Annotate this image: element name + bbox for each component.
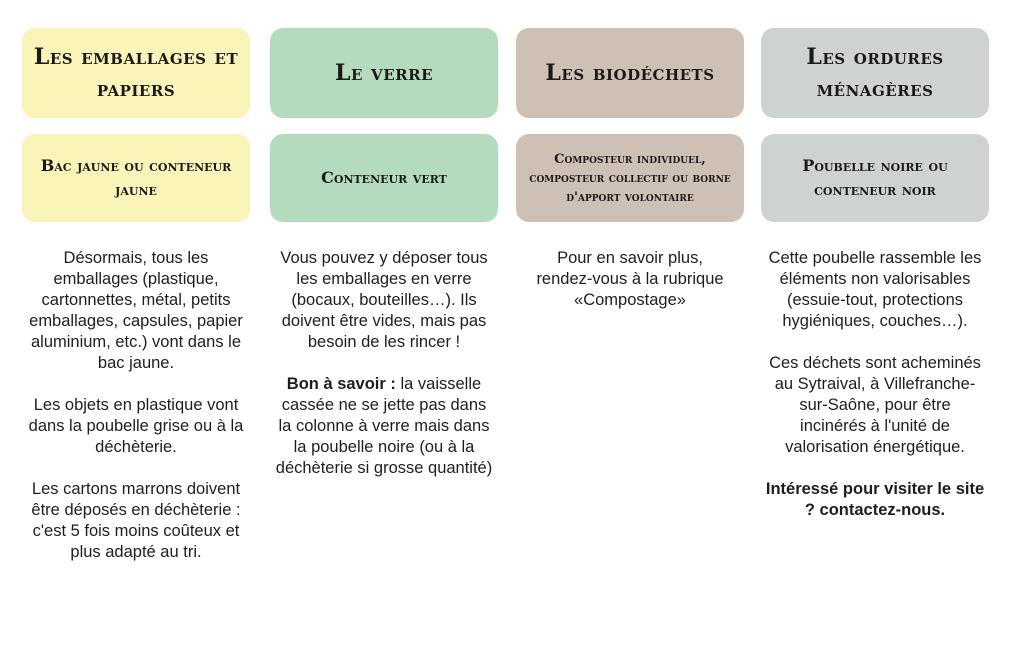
tip-label: Bon à savoir : [286, 375, 396, 393]
column-ordures [761, 28, 989, 542]
title-emballages: Les emballages et papiers [22, 28, 250, 118]
tip-text: la vaisselle cassée ne se jette pas dans la colonne à verre mais dans la poubelle noire (ou à la déchèterie si grosse quantité) [275, 375, 493, 477]
paragraph: Pour en savoir plus, rendez-vous à la rubrique «Compostage» [536, 249, 724, 309]
title-ordures: Les ordures ménagères [761, 28, 989, 118]
text-biodechets [516, 248, 744, 311]
paragraph: Les objets en plastique vont dans la poubelle grise ou à la déchèterie. [28, 396, 244, 456]
column-emballages [22, 28, 250, 584]
paragraph: Vous pouvez y déposer tous les emballages en verre (bocaux, bouteilles…). Ils doivent être vides, mais pas besoin de les rincer ! [280, 249, 488, 351]
contact-cta-text[interactable]: Intéressé pour visiter le site ? contactez-nous. [765, 480, 985, 519]
title-verre: Le verre [270, 28, 498, 118]
paragraph: Désormais, tous les emballages (plastique, cartonnettes, métal, petits emballages, capsules, papier aluminium, etc.) vont dans le bac jaune. [29, 249, 243, 372]
text-emballages [22, 248, 250, 563]
paragraph: Les cartons marrons doivent être déposés en déchèterie : c'est 5 fois moins coûteux et plus adapté au tri. [31, 480, 241, 561]
container-emballages: Bac jaune ou conteneur jaune [22, 134, 250, 222]
container-verre: Conteneur vert [270, 134, 498, 222]
column-biodechets [516, 28, 744, 332]
contact-cta[interactable] [765, 479, 985, 521]
text-verre [270, 248, 498, 479]
paragraph: Ces déchets sont acheminés au Sytraival, à Villefranche-sur-Saône, pour être incinérés à l'unité de valorisation énergétique. [769, 354, 981, 456]
tip-paragraph [274, 374, 494, 479]
paragraph: Cette poubelle rassemble les éléments non valorisables (essuie-tout, protections hygiéniques, couches…). [768, 249, 982, 330]
container-biodechets: Composteur individuel, composteur collectif ou borne d'apport volontaire [516, 134, 744, 222]
column-verre [270, 28, 498, 500]
title-biodechets: Les biodéchets [516, 28, 744, 118]
text-ordures [761, 248, 989, 521]
container-ordures: Poubelle noire ou conteneur noir [761, 134, 989, 222]
